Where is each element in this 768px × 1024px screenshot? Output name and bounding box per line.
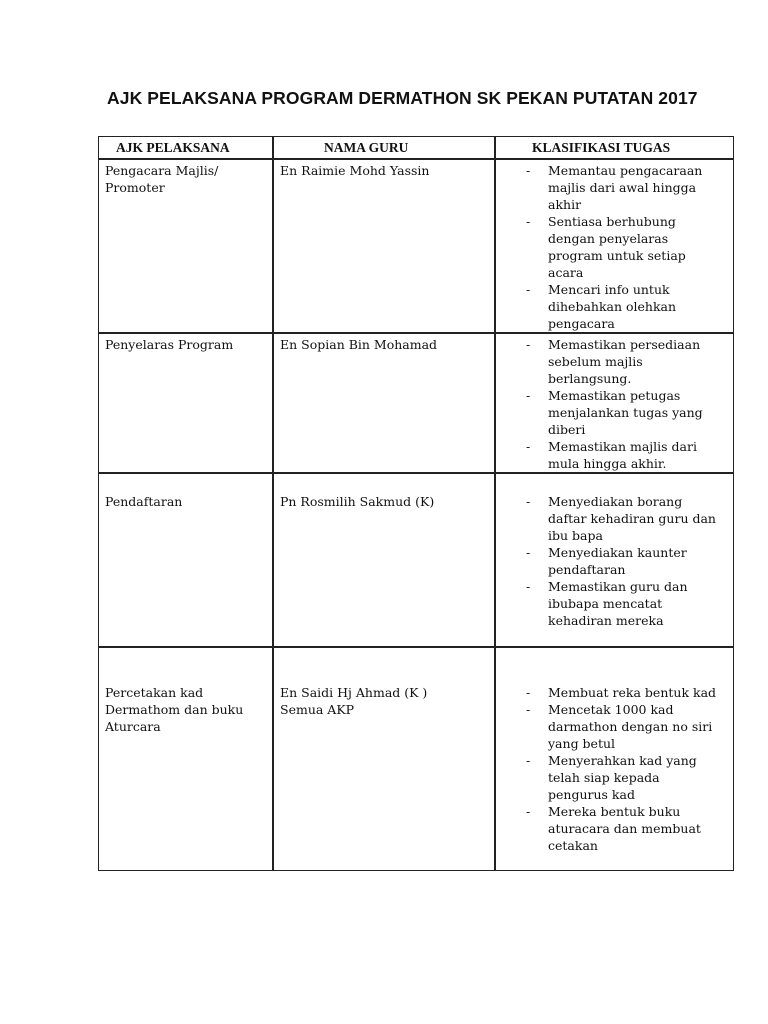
table-row [98, 333, 734, 473]
task-item: - Menyediakan kaunter pendaftaran [502, 544, 727, 578]
task-item: - Menyerahkan kad yang telah siap kepada pengurus kad [502, 752, 727, 803]
table-row [98, 473, 734, 647]
document-title: AJK PELAKSANA PROGRAM DERMATHON SK PEKAN PUTATAN 2017 [107, 88, 698, 108]
header-nama-guru [273, 136, 495, 159]
task-item: - Mereka bentuk buku aturacara dan membuat cetakan [502, 803, 727, 854]
teacher-cell [273, 333, 495, 473]
tasks-cell [495, 159, 734, 333]
table-row [98, 159, 734, 333]
header-klasifikasi-tugas [495, 136, 734, 159]
teacher-text: En Raimie Mohd Yassin [280, 163, 430, 178]
task-list [502, 493, 727, 629]
table-row [98, 647, 734, 871]
task-list [502, 684, 727, 854]
task-item: - Mencari info untuk dihebahkan olehkan pengacara [502, 281, 727, 332]
task-item: - Memastikan majlis dari mula hingga akhir. [502, 438, 727, 472]
tasks-cell [495, 647, 734, 871]
header-ajk-pelaksana [98, 136, 273, 159]
role-cell [98, 473, 273, 647]
teacher-cell [273, 159, 495, 333]
task-item: - Memastikan guru dan ibubapa mencatat kehadiran mereka [502, 578, 727, 629]
task-item: - Memastikan persediaan sebelum majlis berlangsung. [502, 336, 727, 387]
header-label: AJK PELAKSANA [116, 139, 230, 155]
task-item: - Menyediakan borang daftar kehadiran guru dan ibu bapa [502, 493, 727, 544]
teacher-text: En Sopian Bin Mohamad [280, 337, 438, 352]
teacher-text: En Saidi Hj Ahmad (K ) [280, 685, 428, 700]
role-cell [98, 159, 273, 333]
teacher-cell [273, 647, 495, 871]
header-label: NAMA GURU [324, 139, 409, 155]
task-item: - Membuat reka bentuk kad [502, 684, 727, 701]
role-text: Pengacara Majlis/ Promoter [105, 163, 219, 195]
task-item: - Mencetak 1000 kad darmathon dengan no siri yang betul [502, 701, 727, 752]
teacher-text-secondary: Semua AKP [280, 702, 355, 717]
role-text: Pendaftaran [105, 494, 183, 509]
tasks-cell [495, 333, 734, 473]
role-text: Percetakan kad Dermathom dan buku Aturcara [105, 685, 244, 734]
role-cell [98, 333, 273, 473]
task-item: - Sentiasa berhubung dengan penyelaras program untuk setiap acara [502, 213, 727, 281]
task-list [502, 336, 727, 472]
task-item: - Memantau pengacaraan majlis dari awal hingga akhir [502, 162, 727, 213]
role-cell [98, 647, 273, 871]
task-list [502, 162, 727, 332]
teacher-text: Pn Rosmilih Sakmud (K) [280, 494, 435, 509]
teacher-cell [273, 473, 495, 647]
table-header-row [98, 136, 734, 159]
tasks-cell [495, 473, 734, 647]
committee-table [98, 136, 734, 871]
header-label: KLASIFIKASI TUGAS [532, 139, 671, 155]
role-text: Penyelaras Program [105, 337, 234, 352]
task-item: - Memastikan petugas menjalankan tugas yang diberi [502, 387, 727, 438]
